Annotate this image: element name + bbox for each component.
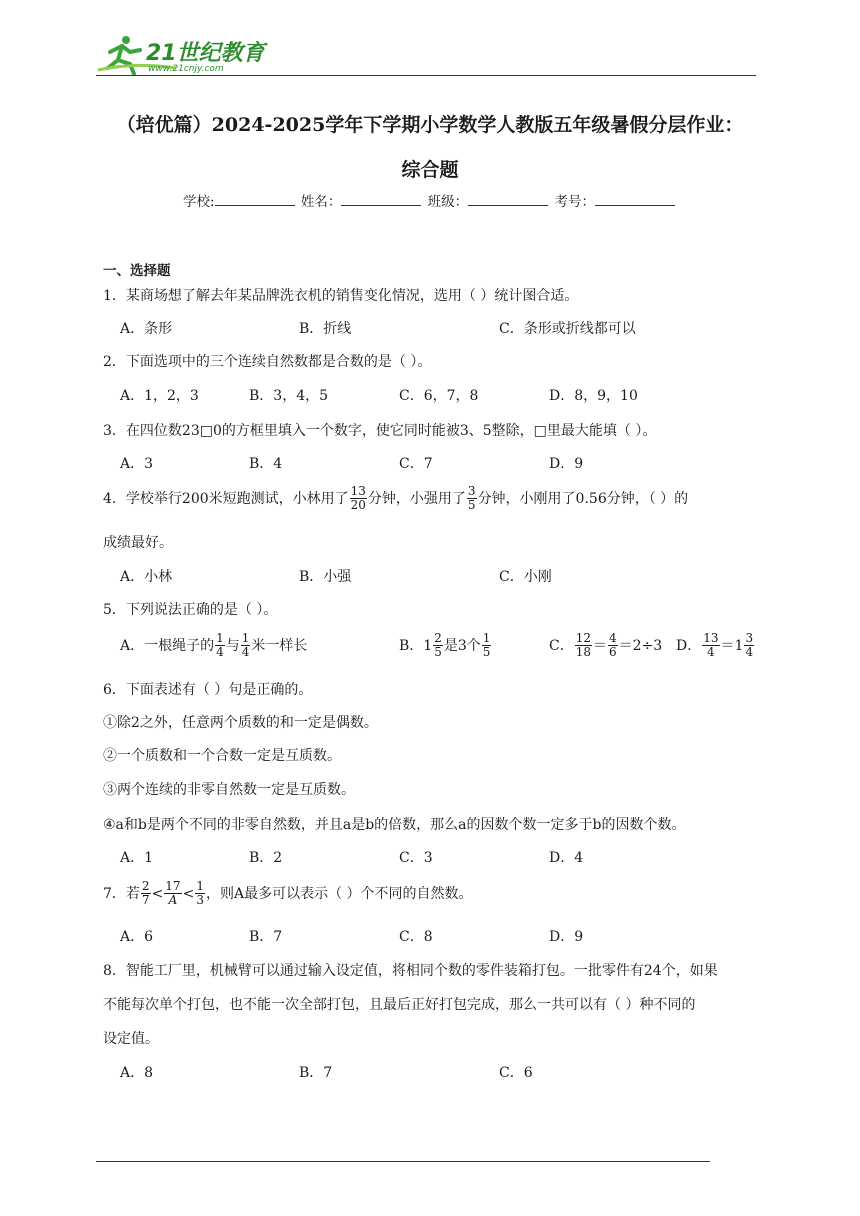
fraction: $\frac{3}{5}$ [467,484,476,512]
q3-option-b: B．4 [249,456,283,472]
q6-option-c: C．3 [399,850,433,866]
q8-option-c: C．6 [499,1065,533,1081]
school-blank [215,193,295,206]
class-label: 班级： [427,194,469,210]
q6-option-d: D．4 [549,850,584,866]
name-blank [341,193,421,206]
question-4: 4．学校举行200米短跑测试，小林用了 $\frac{13}{20}$ 分钟，小强用了 $\frac{3}{5}$ 分钟，小刚用了0.56分钟，（ ）的 [103,484,689,512]
question-3: 3．在四位数23□0的方框里填入一个数字，使它同时能被3、5整除，□里最大能填（ ）。 [103,423,657,439]
q3-option-d: D．9 [549,456,584,472]
q2-option-c: C．6，7，8 [399,388,479,404]
fraction: $\frac{1}{4}$ [241,631,250,659]
q8-option-a: A．8 [120,1065,154,1081]
q2-option-d: D．8，9，10 [549,388,638,404]
student-info-fields [0,190,860,210]
q6-statement-2: ②一个质数和一个合数一定是互质数。 [103,748,341,764]
question-8-line1: 8．智能工厂里，机械臂可以通过输入设定值，将相同个数的零件装箱打包。一批零件有24个，如果 [103,963,718,979]
page-title-line2: 综合题 [401,159,459,181]
logo-url-text: www.21cnjy.com [148,64,224,74]
exam-no-blank [595,193,675,206]
class-blank [468,193,548,206]
q5-option-a: A．一根绳子的 $\frac{1}{4}$ 与 $\frac{1}{4}$ 米一样长 [120,631,308,659]
q6-statement-4: ④a和b是两个不同的非零自然数，并且a是b的倍数，那么a的因数个数一定多于b的因数个数。 [103,817,686,833]
q5-option-b: B． 1 $\frac{2}{5}$ 是3个 $\frac{1}{5}$ [399,631,491,659]
question-7: 7．若 $\frac{2}{7}$ < $\frac{17}{A}$ < $\frac{1}{3}$ ，则A最多可以表示（ ）个不同的自然数。 [103,879,473,907]
fraction: $\frac{12}{18}$ [575,631,591,659]
q1-option-c: C．条形或折线都可以 [499,321,636,337]
q7-option-b: B．7 [249,929,283,945]
fraction: $\frac{4}{6}$ [609,631,617,659]
question-1: 1．某商场想了解去年某品牌洗衣机的销售变化情况，选用（ ）统计图合适。 [103,288,579,304]
q6-option-b: B．2 [249,850,283,866]
q8-option-b: B．7 [299,1065,333,1081]
question-6: 6．下面表述有（ ）句是正确的。 [103,682,313,698]
fraction: $\frac{1}{4}$ [216,631,224,659]
q1-option-a: A．条形 [120,321,173,337]
question-2: 2．下面选项中的三个连续自然数都是合数的是（ ）。 [103,354,432,370]
question-8-line2: 不能每次单个打包，也不能一次全部打包，且最后正好打包完成，那么一共可以有（ ）种不同的 [103,997,696,1013]
q6-statement-1: ①除2之外，任意两个质数的和一定是偶数。 [103,715,378,731]
fraction: $\frac{1}{5}$ [482,631,491,659]
question-4-line2: 成绩最好。 [103,535,173,551]
q5-option-d: D． $\frac{13}{4}$ ＝ 1 $\frac{3}{4}$ [676,631,754,659]
fraction: $\frac{13}{20}$ [350,484,366,512]
footer-divider [96,1161,710,1162]
q5-option-c: C． $\frac{12}{18}$ ＝ $\frac{4}{6}$ ＝2÷3 [549,631,663,659]
fraction: $\frac{13}{4}$ [703,631,719,659]
q2-option-b: B．3，4，5 [249,388,329,404]
fraction: $\frac{2}{5}$ [434,631,442,659]
q4-option-a: A．小林 [120,569,173,585]
exam-no-label: 考号： [554,194,595,210]
header-divider [96,75,756,76]
q4-option-b: B．小强 [299,569,352,585]
question-5: 5．下列说法正确的是（ ）。 [103,602,278,618]
q6-option-a: A．1 [120,850,154,866]
q3-option-a: A．3 [120,456,154,472]
question-8-line3: 设定值。 [103,1031,159,1047]
section-heading: 一、选择题 [103,263,171,279]
q3-option-c: C．7 [399,456,433,472]
q7-option-a: A．6 [120,929,154,945]
fraction: $\frac{17}{A}$ [165,879,181,907]
fraction: $\frac{3}{4}$ [745,631,754,659]
q7-option-d: D．9 [549,929,584,945]
q6-statement-3: ③两个连续的非零自然数一定是互质数。 [103,782,355,798]
q2-option-a: A．1，2，3 [120,388,199,404]
page-title-line1: （培优篇）2024-2025学年下学期小学数学人教版五年级暑假分层作业： [116,114,744,136]
logo-text: 21世纪教育 [146,41,265,66]
fraction: $\frac{1}{3}$ [196,879,204,907]
school-label: 学校: [183,194,215,210]
fraction: $\frac{2}{7}$ [141,879,150,907]
q1-option-b: B．折线 [299,321,352,337]
q7-option-c: C．8 [399,929,433,945]
name-label: 姓名： [300,194,342,210]
q4-option-c: C．小刚 [499,569,552,585]
